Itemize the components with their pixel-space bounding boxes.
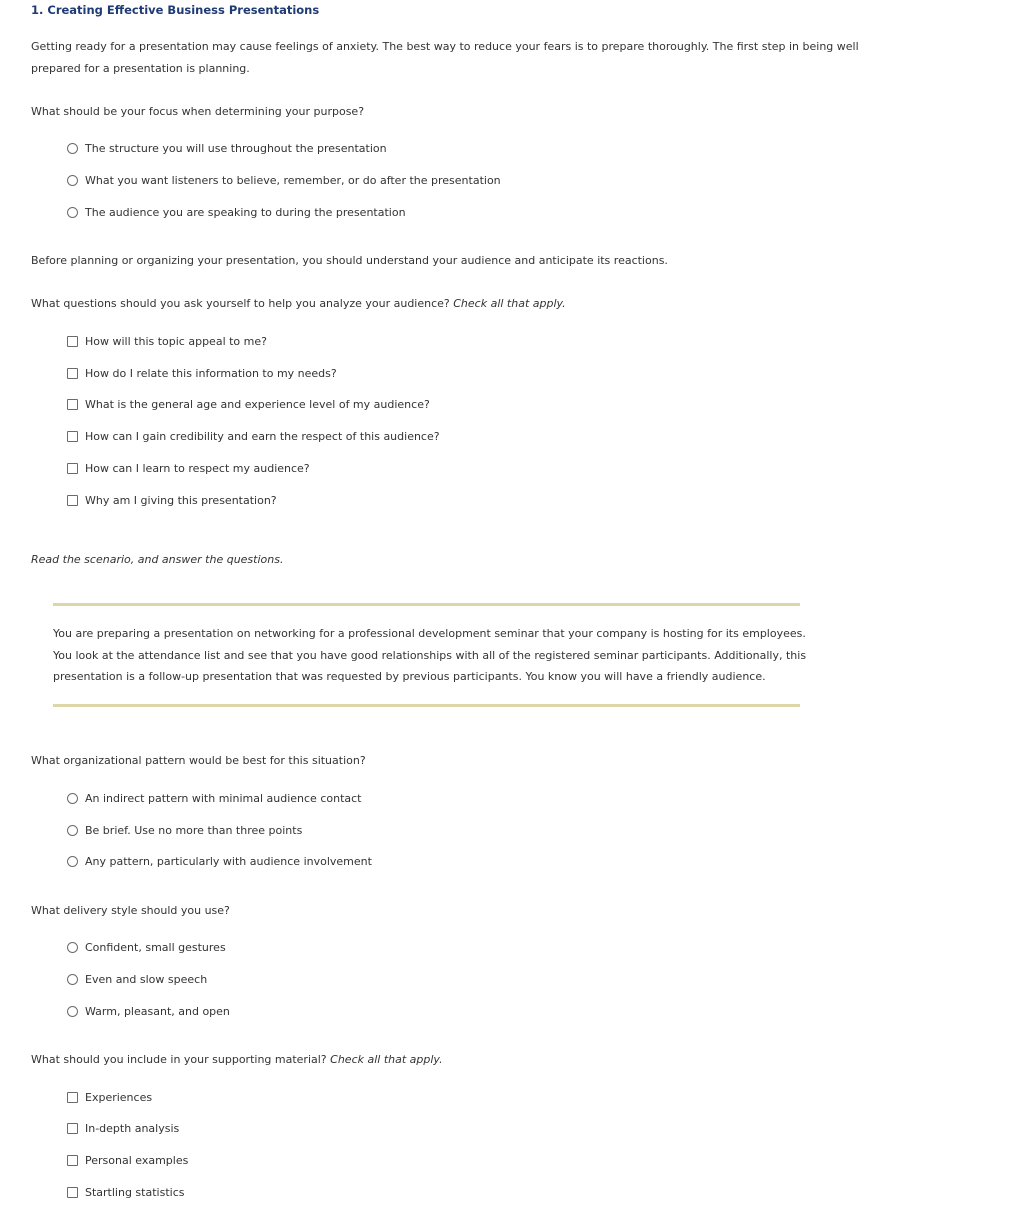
- radio-button[interactable]: [67, 1006, 78, 1017]
- q3-option-any-pattern[interactable]: [67, 854, 372, 868]
- q2-option-2[interactable]: [67, 366, 337, 380]
- radio-button[interactable]: [67, 143, 78, 154]
- q2-option-1[interactable]: [67, 334, 267, 348]
- q3-option-indirect[interactable]: [67, 791, 362, 805]
- option-label: Startling statistics: [85, 1185, 185, 1199]
- checkbox[interactable]: [67, 1155, 78, 1166]
- q2-option-6[interactable]: [67, 493, 277, 507]
- option-label: Any pattern, particularly with audience involvement: [85, 854, 372, 868]
- radio-button[interactable]: [67, 175, 78, 186]
- option-label: How do I relate this information to my needs?: [85, 366, 337, 380]
- option-label: How can I gain credibility and earn the respect of this audience?: [85, 429, 440, 443]
- option-label: An indirect pattern with minimal audience contact: [85, 791, 362, 805]
- option-label: Warm, pleasant, and open: [85, 1004, 230, 1018]
- option-label: Even and slow speech: [85, 972, 208, 986]
- q2-option-5[interactable]: [67, 461, 310, 475]
- checkbox[interactable]: [67, 495, 78, 506]
- q4-option-even-slow[interactable]: [67, 972, 207, 986]
- option-label: What is the general age and experience level of my audience?: [85, 397, 430, 411]
- checkbox[interactable]: [67, 368, 78, 379]
- checkbox[interactable]: [67, 399, 78, 410]
- checkbox[interactable]: [67, 431, 78, 442]
- prompt-text: What should you include in your supporting material?: [31, 1053, 327, 1066]
- option-label: How can I learn to respect my audience?: [85, 461, 310, 475]
- option-label: Be brief. Use no more than three points: [85, 823, 303, 837]
- radio-button[interactable]: [67, 793, 78, 804]
- check-all-note: Check all that apply.: [330, 1053, 443, 1066]
- prompt-text: What questions should you ask yourself to help you analyze your audience?: [31, 297, 450, 310]
- radio-button[interactable]: [67, 856, 78, 867]
- intro-paragraph: Getting ready for a presentation may cause feelings of anxiety. The best way to reduce your fears is to prepare thoroughly. The first step in being well prepared for a presentation is planning.: [31, 40, 859, 75]
- option-label: Why am I giving this presentation?: [85, 493, 277, 507]
- radio-button[interactable]: [67, 942, 78, 953]
- question-supporting-prompt: [31, 1053, 443, 1066]
- scenario-bottom-divider: [53, 704, 800, 707]
- option-label: Experiences: [85, 1090, 153, 1104]
- q1-option-structure[interactable]: [67, 141, 387, 155]
- q4-option-warm[interactable]: [67, 1004, 230, 1018]
- q5-option-experiences[interactable]: [67, 1090, 152, 1104]
- radio-button[interactable]: [67, 825, 78, 836]
- q2-option-3[interactable]: [67, 397, 430, 411]
- radio-button[interactable]: [67, 207, 78, 218]
- option-label: The audience you are speaking to during the presentation: [85, 205, 406, 219]
- scenario-text: You are preparing a presentation on networking for a professional development seminar that your company is hosting for its employees. You look at the attendance list and see that you have good relationships with all of the registered seminar participants. Additionally, this presentation is a follow-up presentation that was requested by previous participants. You know you will have a friendly audience.: [53, 627, 807, 683]
- audience-paragraph: Before planning or organizing your presentation, you should understand your audience and anticipate its reactions.: [31, 254, 668, 267]
- q3-option-brief[interactable]: [67, 823, 302, 837]
- scenario-instruction: Read the scenario, and answer the questions.: [31, 553, 284, 566]
- question-pattern-prompt: What organizational pattern would be best for this situation?: [31, 754, 366, 767]
- option-label: Personal examples: [85, 1153, 189, 1167]
- q5-option-in-depth[interactable]: [67, 1121, 179, 1135]
- q5-option-personal[interactable]: [67, 1153, 188, 1167]
- checkbox[interactable]: [67, 463, 78, 474]
- question-delivery-prompt: What delivery style should you use?: [31, 904, 230, 917]
- option-label: The structure you will use throughout the presentation: [85, 141, 387, 155]
- radio-button[interactable]: [67, 974, 78, 985]
- checkbox[interactable]: [67, 1187, 78, 1198]
- option-label: In-depth analysis: [85, 1121, 180, 1135]
- q5-option-statistics[interactable]: [67, 1185, 184, 1199]
- option-label: How will this topic appeal to me?: [85, 334, 267, 348]
- q1-option-what-listeners-believe[interactable]: [67, 173, 501, 187]
- q1-option-audience[interactable]: [67, 205, 406, 219]
- question-purpose-prompt: What should be your focus when determining your purpose?: [31, 105, 365, 118]
- checkbox[interactable]: [67, 336, 78, 347]
- question-audience-prompt: [31, 297, 566, 310]
- scenario-top-divider: [53, 603, 800, 606]
- checkbox[interactable]: [67, 1092, 78, 1103]
- option-label: What you want listeners to believe, remember, or do after the presentation: [85, 173, 501, 187]
- section-title: 1. Creating Effective Business Presentations: [31, 3, 320, 17]
- q4-option-confident[interactable]: [67, 940, 226, 954]
- check-all-note: Check all that apply.: [453, 297, 566, 310]
- option-label: Confident, small gestures: [85, 940, 226, 954]
- checkbox[interactable]: [67, 1123, 78, 1134]
- q2-option-4[interactable]: [67, 429, 440, 443]
